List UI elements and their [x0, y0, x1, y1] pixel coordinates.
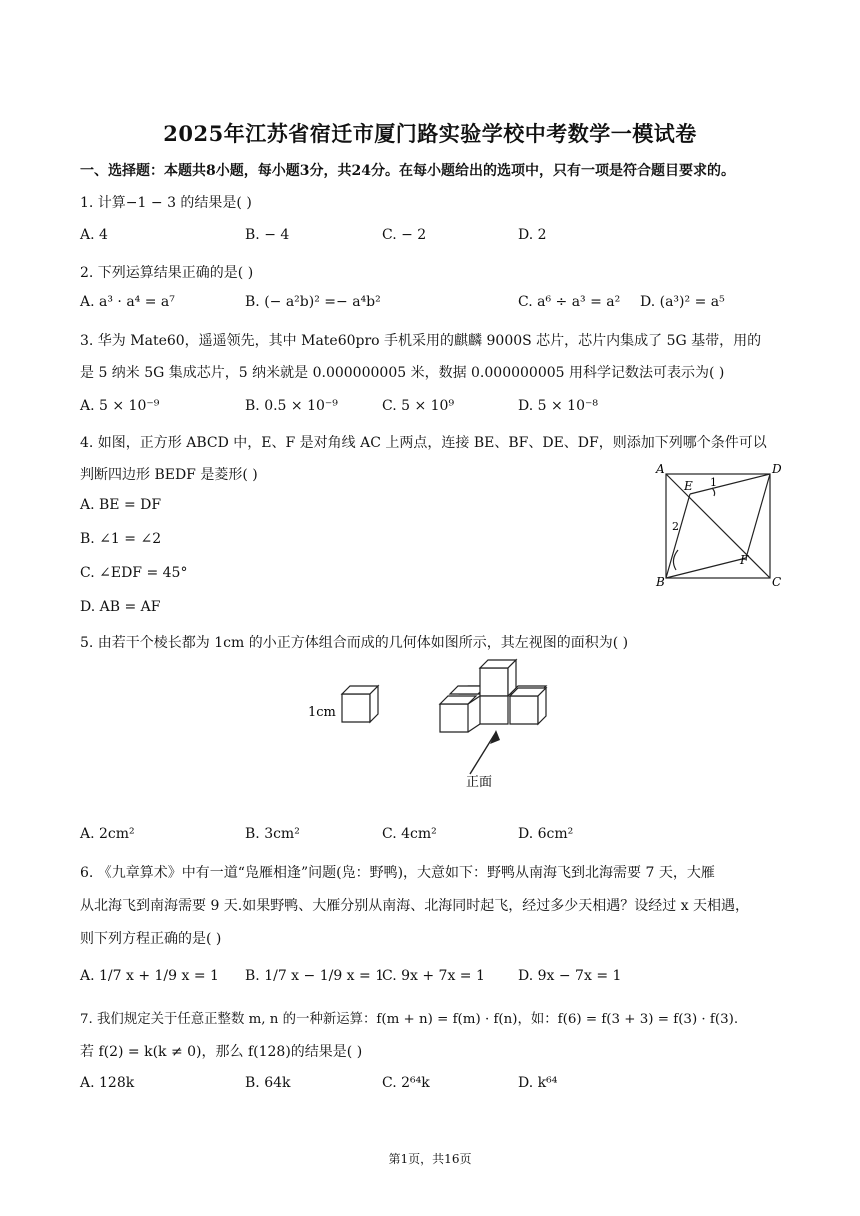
label-one: 1 [710, 476, 717, 489]
q4-option-d: D. AB = AF [80, 599, 161, 615]
q2-option-b: B. (− a²b)² =− a⁴b² [245, 294, 381, 310]
q6-option-c: C. 9x + 7x = 1 [382, 968, 485, 984]
question-3-line1: 3. 华为 Mate60，遥遥领先，其中 Mate60pro 手机采用的麒麟 9000S 芯片，芯片内集成了 5G 基带，用的 [80, 333, 762, 349]
question-2-stem: 2. 下列运算结果正确的是( ) [80, 265, 254, 281]
q7-option-c: C. 2⁶⁴k [382, 1075, 430, 1091]
q1-option-a: A. 4 [80, 227, 108, 243]
q2-option-c: C. a⁶ ÷ a³ = a² [518, 294, 621, 310]
square-abcd-figure [652, 460, 784, 588]
q4-option-a: A. BE = DF [80, 497, 162, 513]
label-e: E [684, 479, 693, 493]
page-footer: 第1页，共16页 [388, 1152, 472, 1166]
question-4-line2: 判断四边形 BEDF 是菱形( ) [80, 467, 258, 483]
section-heading: 一、选择题：本题共8小题，每小题3分，共24分。在每小题给出的选项中，只有一项是符合题目要求的。 [80, 163, 735, 179]
q6-option-b: B. 1/7 x − 1/9 x = 1 [245, 968, 385, 984]
q5-option-c: C. 4cm² [382, 826, 437, 842]
q2-option-d: D. (a³)² = a⁵ [640, 294, 725, 310]
question-3-line2: 是 5 纳米 5G 集成芯片，5 纳米就是 0.000000005 米，数据 0.000000005 用科学记数法可表示为( ) [80, 365, 725, 381]
q4-option-b: B. ∠1 = ∠2 [80, 531, 162, 547]
label-two: 2 [672, 520, 679, 533]
q3-option-d: D. 5 × 10⁻⁸ [518, 398, 598, 414]
front-label: 正面 [466, 775, 493, 790]
question-4-line1: 4. 如图，正方形 ABCD 中，E、F 是对角线 AC 上两点，连接 BE、BF、DE、DF，则添加下列哪个条件可以 [80, 435, 767, 451]
label-c: C [772, 575, 782, 588]
q1-option-c: C. − 2 [382, 227, 427, 243]
q2-option-a: A. a³ · a⁴ = a⁷ [80, 294, 175, 310]
question-6-line1: 6. 《九章算术》中有一道“凫雁相逢”问题(凫：野鸭)，大意如下：野鸭从南海飞到北海需要 7 天，大雁 [80, 865, 715, 881]
cubes-figure [300, 656, 570, 796]
page-title: 2025年江苏省宿迁市厦门路实验学校中考数学一模试卷 [163, 121, 697, 146]
q3-option-c: C. 5 × 10⁹ [382, 398, 455, 414]
label-f: F [740, 553, 749, 567]
q6-option-a: A. 1/7 x + 1/9 x = 1 [80, 968, 219, 984]
question-6-line2: 从北海飞到南海需要 9 天.如果野鸭、大雁分别从南海、北海同时起飞，经过多少天相遇？设经过 x 天相遇， [80, 898, 750, 914]
q7-option-b: B. 64k [245, 1075, 291, 1091]
q7-option-d: D. k⁶⁴ [518, 1075, 558, 1091]
unit-label: 1cm [308, 705, 336, 720]
question-1-stem: 1. 计算−1 − 3 的结果是( ) [80, 195, 252, 211]
label-b: B [656, 575, 665, 588]
q5-option-b: B. 3cm² [245, 826, 300, 842]
q3-option-b: B. 0.5 × 10⁻⁹ [245, 398, 338, 414]
label-a: A [656, 462, 665, 476]
q1-option-b: B. − 4 [245, 227, 290, 243]
question-6-line3: 则下列方程正确的是( ) [80, 931, 222, 947]
q1-option-d: D. 2 [518, 227, 547, 243]
label-d: D [772, 462, 782, 476]
q5-option-a: A. 2cm² [80, 826, 135, 842]
q7-option-a: A. 128k [80, 1075, 135, 1091]
question-5-stem: 5. 由若干个棱长都为 1cm 的小正方体组合而成的几何体如图所示，其左视图的面积为( ) [80, 635, 629, 651]
q5-option-d: D. 6cm² [518, 826, 574, 842]
q4-option-c: C. ∠EDF = 45° [80, 565, 188, 581]
q3-option-a: A. 5 × 10⁻⁹ [80, 398, 160, 414]
question-7-line2: 若 f(2) = k(k ≠ 0)，那么 f(128)的结果是( ) [80, 1044, 363, 1060]
q6-option-d: D. 9x − 7x = 1 [518, 968, 622, 984]
question-7-line1: 7. 我们规定关于任意正整数 m, n 的一种新运算：f(m + n) = f(m) · f(n)，如：f(6) = f(3 + 3) = f(3) · f(3). [80, 1012, 739, 1027]
